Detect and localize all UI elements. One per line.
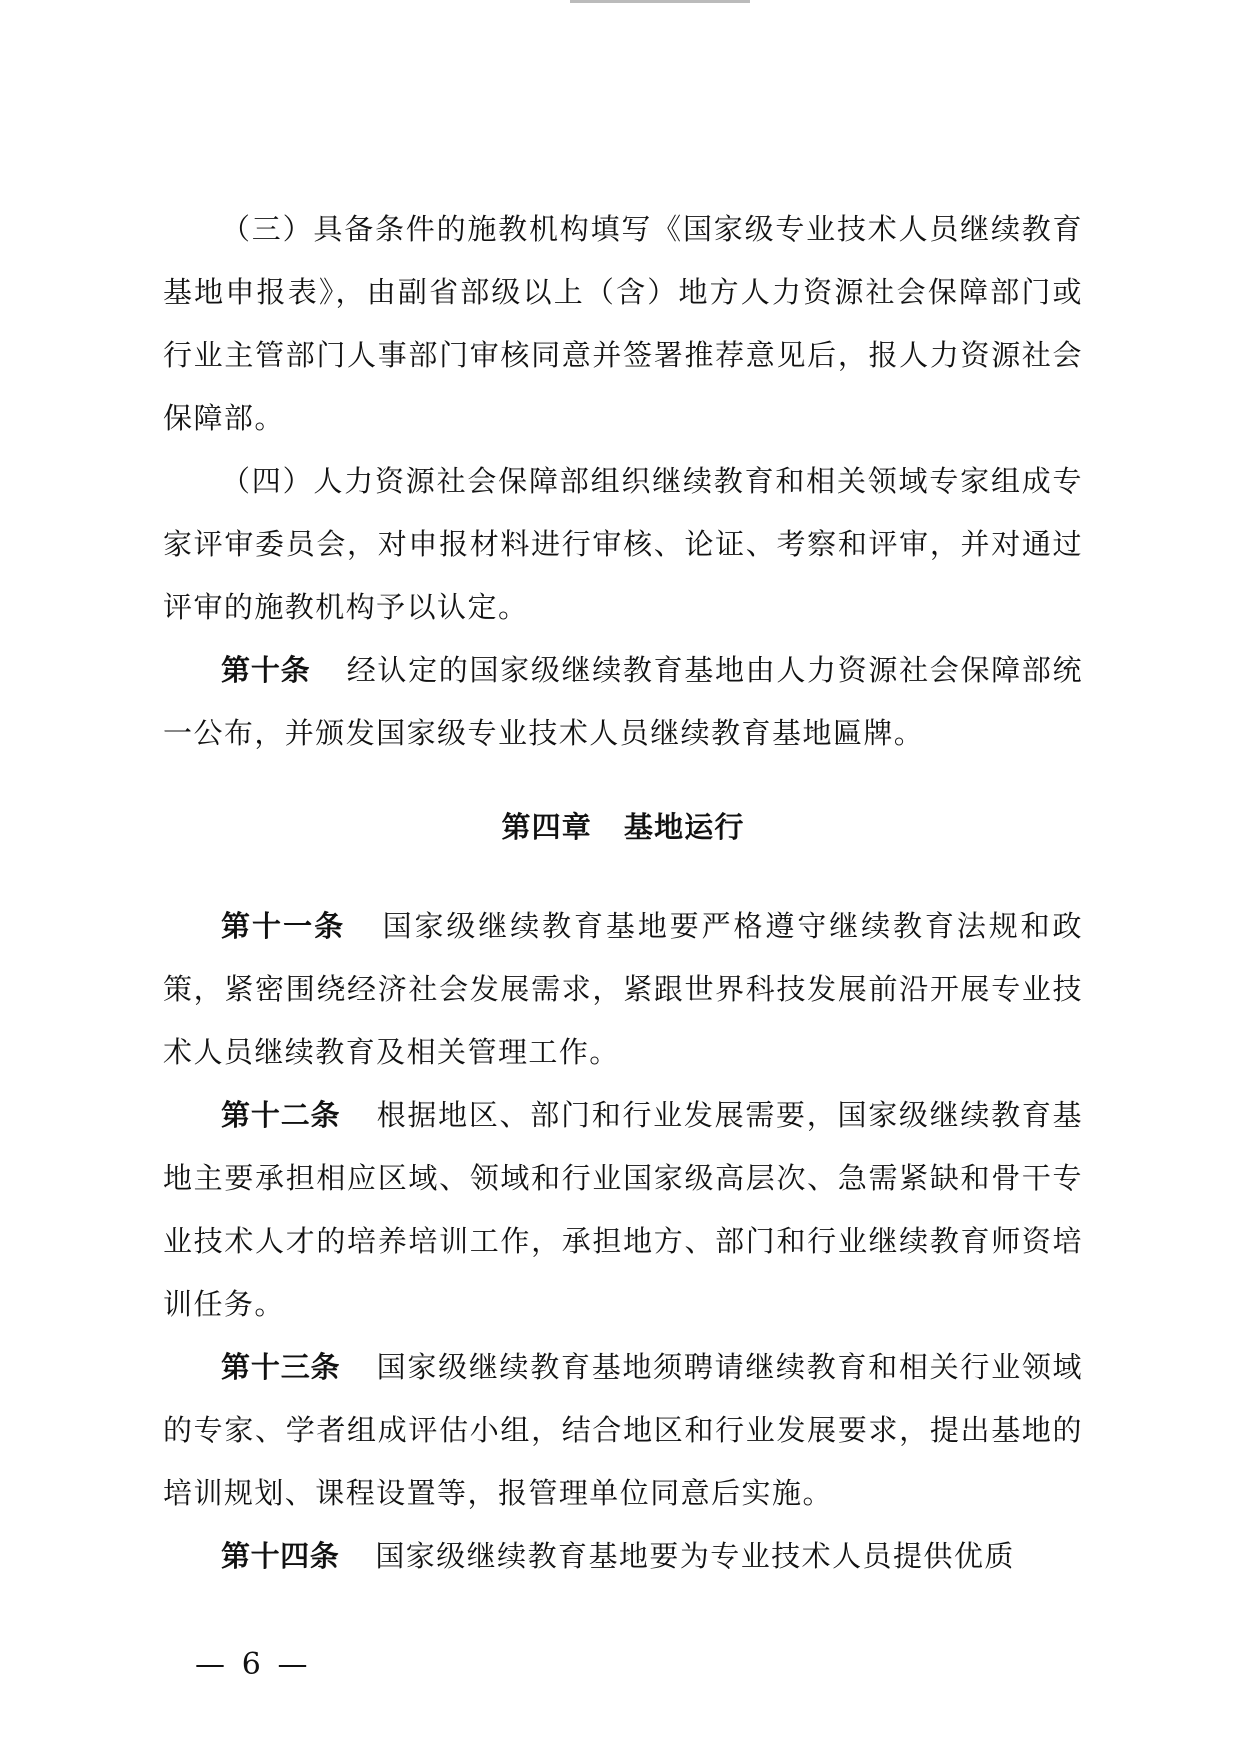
article-10-label: 第十条 [221,653,311,687]
paragraph-3 [163,198,1083,450]
paragraph-4-text: （四）人力资源社会保障部组织继续教育和相关领域专家组成专家评审委员会，对申报材料进行审核、论证、考察和评审，并对通过评审的施教机构予以认定。 [163,464,1083,624]
page-body [163,198,1083,1588]
article-11-label: 第十一条 [221,909,346,943]
chapter-heading [163,799,1083,855]
article-12-label: 第十二条 [221,1098,341,1132]
article-13 [163,1336,1083,1525]
article-11 [163,895,1083,1084]
paragraph-3-text: （三）具备条件的施教机构填写《国家级专业技术人员继续教育基地申报表》，由副省部级以上（含）地方人力资源社会保障部门或行业主管部门人事部门审核同意并签署推荐意见后，报人力资源社会保障部。 [163,212,1083,435]
paragraph-4 [163,450,1083,639]
article-13-label: 第十三条 [221,1350,341,1384]
chapter-number: 第四章 [501,810,592,844]
article-14-text: 国家级继续教育基地要为专业技术人员提供优质 [375,1539,1015,1573]
article-11-text: 国家级继续教育基地要严格遵守继续教育法规和政策，紧密围绕经济社会发展需求，紧跟世界科技发展前沿开展专业技术人员继续教育及相关管理工作。 [163,909,1083,1069]
article-12 [163,1084,1083,1336]
article-14 [163,1525,1083,1588]
article-10-text: 经认定的国家级继续教育基地由人力资源社会保障部统一公布，并颁发国家级专业技术人员继续教育基地匾牌。 [163,653,1083,750]
page-number: — 6 — [195,1647,312,1682]
article-13-text: 国家级继续教育基地须聘请继续教育和相关行业领域的专家、学者组成评估小组，结合地区和行业发展要求，提出基地的培训规划、课程设置等，报管理单位同意后实施。 [163,1350,1083,1510]
scan-artifact-top [570,0,750,3]
chapter-title: 基地运行 [623,810,745,844]
article-12-text: 根据地区、部门和行业发展需要，国家级继续教育基地主要承担相应区域、领域和行业国家级高层次、急需紧缺和骨干专业技术人才的培养培训工作，承担地方、部门和行业继续教育师资培训任务。 [163,1098,1083,1321]
article-14-label: 第十四条 [221,1539,340,1573]
article-10 [163,639,1083,765]
